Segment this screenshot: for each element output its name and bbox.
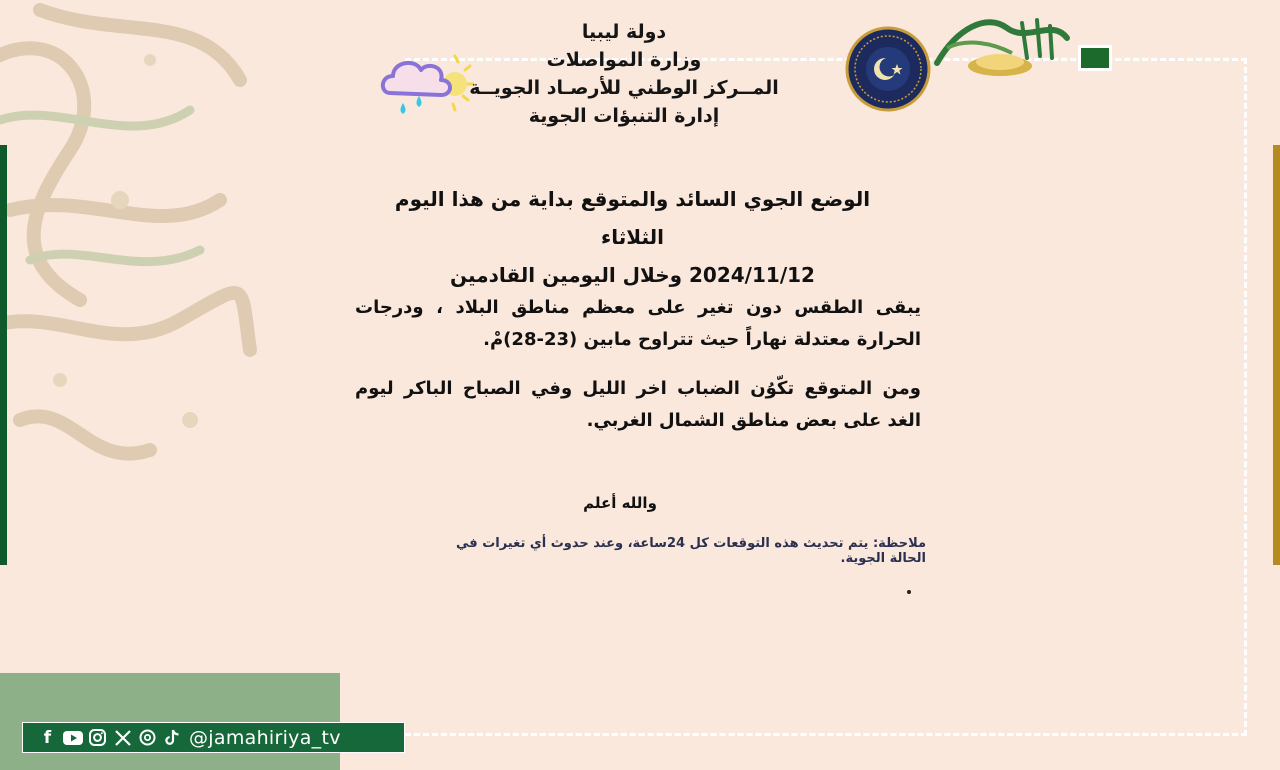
title-line-1: الوضع الجوي السائد والمتوقع بداية من هذا اليوم الثلاثاء	[394, 187, 871, 249]
social-bar	[22, 722, 405, 753]
x-icon[interactable]	[110, 727, 135, 749]
right-accent-bar	[1273, 145, 1280, 565]
instagram-icon[interactable]	[85, 727, 110, 749]
header-department: إدارة التنبؤات الجوية	[528, 105, 720, 127]
channel-logo	[932, 8, 1072, 78]
update-note: ملاحظة: يتم تحديث هذه التوقعات كل 24ساعة، وعند حدوث أي تغيرات في الحالة الجوية.	[456, 536, 926, 566]
green-flag-tab	[1078, 45, 1112, 71]
threads-icon[interactable]	[135, 727, 160, 749]
calligraphy-decoration	[0, 0, 260, 560]
forecast-paragraph-1: يبقى الطقس دون تغير على معظم مناطق البلاد ، ودرجات الحرارة معتدلة نهاراً حيث تتراوح مابين (23-28)مْ.	[355, 297, 921, 350]
header-ministry: وزارة المواصلات	[546, 49, 702, 71]
header-country: دولة ليبيا	[581, 21, 667, 43]
title-line-2: 2024/11/12 وخلال اليومين القادمين	[450, 263, 815, 287]
meteorology-emblem	[845, 26, 931, 112]
closing-phrase: والله أعلم	[583, 494, 657, 512]
forecast-title	[380, 180, 885, 294]
tiktok-icon[interactable]	[160, 727, 185, 749]
facebook-icon[interactable]: f	[43, 727, 52, 748]
youtube-icon[interactable]	[60, 727, 85, 749]
ministry-header	[444, 18, 804, 130]
social-handle[interactable]: @jamahiriya_tv	[189, 726, 341, 749]
header-center: المــركز الوطني للأرصـاد الجويــة	[469, 77, 779, 99]
dot-mark	[907, 590, 911, 594]
forecast-paragraph-2: ومن المتوقع تكّوُن الضباب اخر الليل وفي الصباح الباكر ليوم الغد على بعض مناطق الشمال الغربي.	[355, 378, 921, 431]
left-accent-bar	[0, 145, 7, 565]
